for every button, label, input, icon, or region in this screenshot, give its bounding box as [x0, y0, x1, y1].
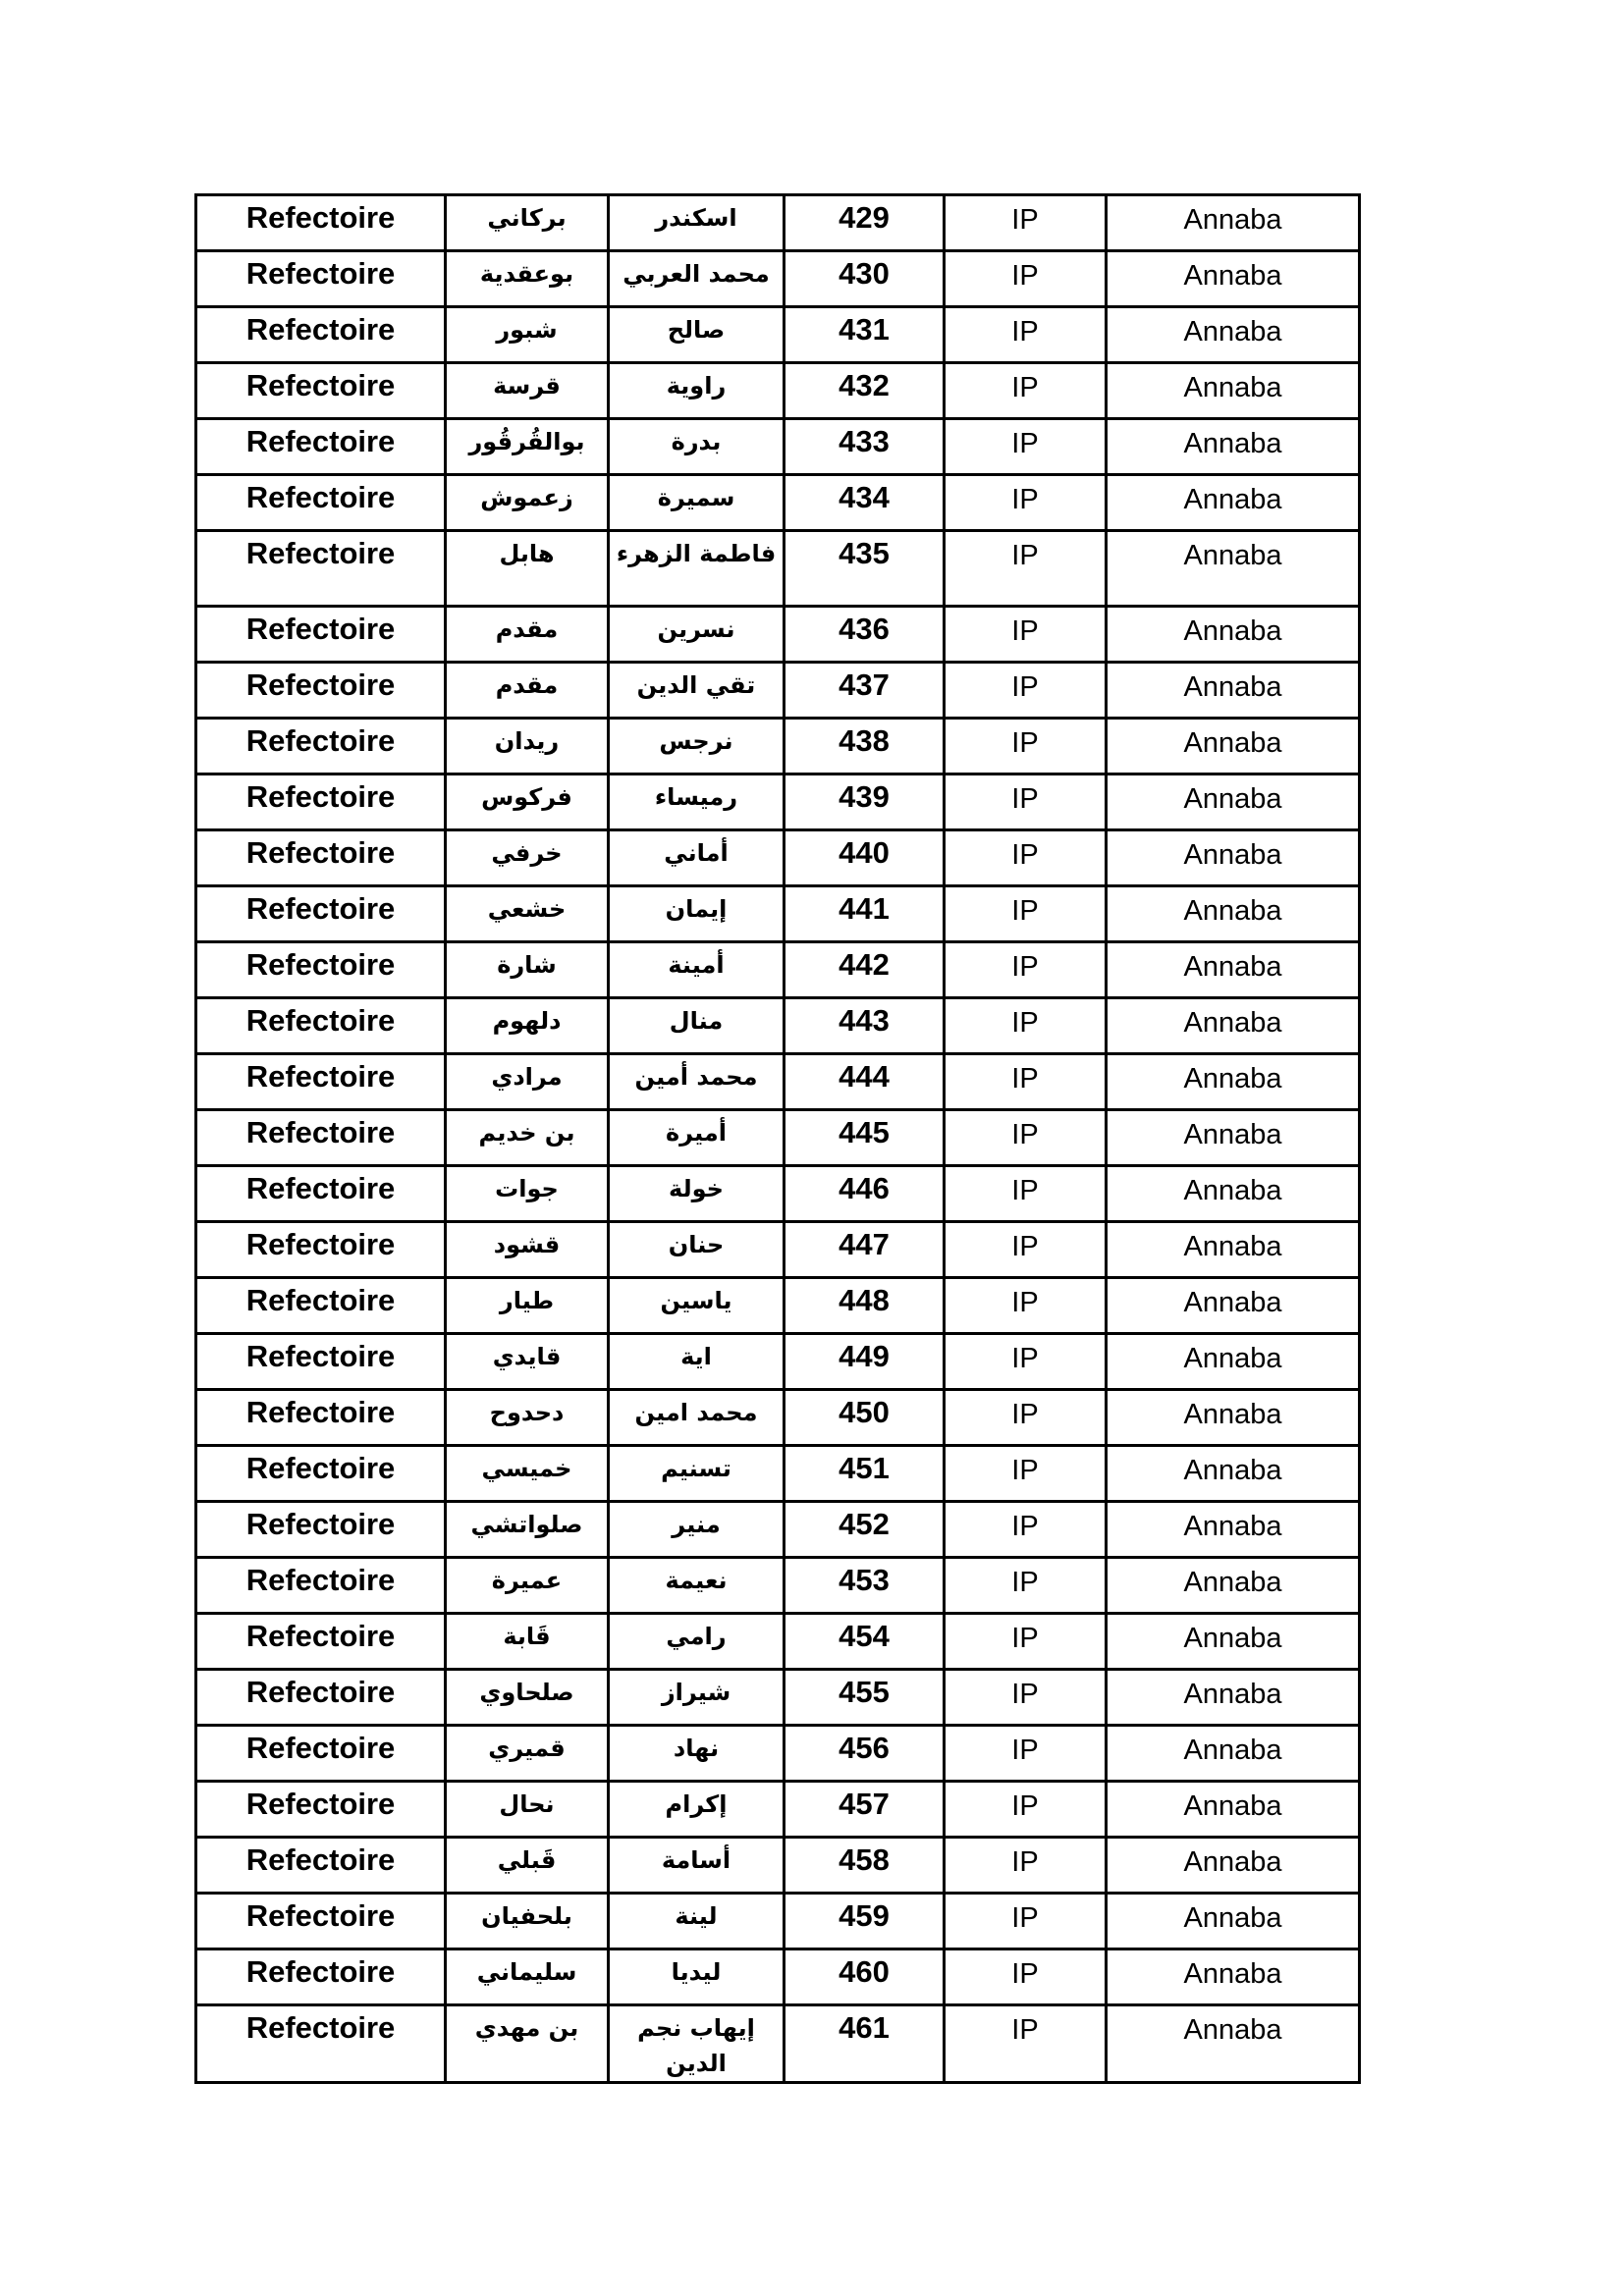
- place-cell: Refectoire: [196, 1390, 446, 1446]
- last-name-cell: قَابة: [446, 1614, 609, 1670]
- type-cell: IP: [945, 1222, 1107, 1278]
- type-cell: IP: [945, 1166, 1107, 1222]
- type-cell: IP: [945, 1054, 1107, 1110]
- type-cell: IP: [945, 830, 1107, 886]
- first-name-cell: رميساء: [609, 774, 785, 830]
- first-name-cell: صالح: [609, 307, 785, 363]
- place-cell: Refectoire: [196, 663, 446, 719]
- first-name-cell: ليديا: [609, 1949, 785, 2005]
- table-row: [196, 1222, 1360, 1278]
- type-cell: IP: [945, 1726, 1107, 1782]
- table-row: [196, 363, 1360, 419]
- city-cell: Annaba: [1107, 1222, 1360, 1278]
- first-name-cell: اسكندر: [609, 195, 785, 251]
- city-cell: Annaba: [1107, 998, 1360, 1054]
- place-cell: Refectoire: [196, 830, 446, 886]
- last-name-cell: بن مهدي: [446, 2005, 609, 2083]
- type-cell: IP: [945, 1110, 1107, 1166]
- number-cell: 451: [785, 1446, 945, 1502]
- city-cell: Annaba: [1107, 1670, 1360, 1726]
- table-row: [196, 2005, 1360, 2083]
- last-name-cell: صلواتشي: [446, 1502, 609, 1558]
- table-row: [196, 1110, 1360, 1166]
- first-name-cell: منال: [609, 998, 785, 1054]
- last-name-cell: دلهوم: [446, 998, 609, 1054]
- place-cell: Refectoire: [196, 1894, 446, 1949]
- first-name-cell: أماني: [609, 830, 785, 886]
- first-name-cell: منير: [609, 1502, 785, 1558]
- place-cell: Refectoire: [196, 1278, 446, 1334]
- table-row: [196, 1726, 1360, 1782]
- number-cell: 435: [785, 531, 945, 607]
- last-name-cell: بوعقدية: [446, 251, 609, 307]
- city-cell: Annaba: [1107, 475, 1360, 531]
- type-cell: IP: [945, 1278, 1107, 1334]
- type-cell: IP: [945, 363, 1107, 419]
- type-cell: IP: [945, 419, 1107, 475]
- number-cell: 430: [785, 251, 945, 307]
- place-cell: Refectoire: [196, 419, 446, 475]
- number-cell: 452: [785, 1502, 945, 1558]
- city-cell: Annaba: [1107, 1558, 1360, 1614]
- last-name-cell: نحال: [446, 1782, 609, 1838]
- type-cell: IP: [945, 1670, 1107, 1726]
- type-cell: IP: [945, 1558, 1107, 1614]
- type-cell: IP: [945, 1782, 1107, 1838]
- type-cell: IP: [945, 1390, 1107, 1446]
- place-cell: Refectoire: [196, 942, 446, 998]
- place-cell: Refectoire: [196, 307, 446, 363]
- type-cell: IP: [945, 1334, 1107, 1390]
- type-cell: IP: [945, 1894, 1107, 1949]
- number-cell: 440: [785, 830, 945, 886]
- table-row: [196, 1054, 1360, 1110]
- last-name-cell: بلحفيان: [446, 1894, 609, 1949]
- number-cell: 453: [785, 1558, 945, 1614]
- first-name-cell: نهاد: [609, 1726, 785, 1782]
- number-cell: 434: [785, 475, 945, 531]
- number-cell: 457: [785, 1782, 945, 1838]
- number-cell: 448: [785, 1278, 945, 1334]
- city-cell: Annaba: [1107, 1278, 1360, 1334]
- place-cell: Refectoire: [196, 531, 446, 607]
- type-cell: IP: [945, 886, 1107, 942]
- last-name-cell: شارة: [446, 942, 609, 998]
- city-cell: Annaba: [1107, 419, 1360, 475]
- table-row: [196, 942, 1360, 998]
- number-cell: 460: [785, 1949, 945, 2005]
- city-cell: Annaba: [1107, 2005, 1360, 2083]
- last-name-cell: فركوس: [446, 774, 609, 830]
- first-name-cell: محمد أمين: [609, 1054, 785, 1110]
- first-name-cell: نرجس: [609, 719, 785, 774]
- place-cell: Refectoire: [196, 251, 446, 307]
- number-cell: 429: [785, 195, 945, 251]
- place-cell: Refectoire: [196, 1110, 446, 1166]
- place-cell: Refectoire: [196, 998, 446, 1054]
- last-name-cell: مرادي: [446, 1054, 609, 1110]
- city-cell: Annaba: [1107, 363, 1360, 419]
- first-name-cell: تسنيم: [609, 1446, 785, 1502]
- table-row: [196, 307, 1360, 363]
- table-row: [196, 719, 1360, 774]
- city-cell: Annaba: [1107, 1110, 1360, 1166]
- first-name-cell: رامي: [609, 1614, 785, 1670]
- place-cell: Refectoire: [196, 1614, 446, 1670]
- first-name-cell: إيمان: [609, 886, 785, 942]
- place-cell: Refectoire: [196, 2005, 446, 2083]
- number-cell: 433: [785, 419, 945, 475]
- place-cell: Refectoire: [196, 1166, 446, 1222]
- table-row: [196, 419, 1360, 475]
- table-row: [196, 531, 1360, 607]
- last-name-cell: ريدان: [446, 719, 609, 774]
- table-row: [196, 663, 1360, 719]
- table-row: [196, 1334, 1360, 1390]
- type-cell: IP: [945, 2005, 1107, 2083]
- table-row: [196, 1502, 1360, 1558]
- number-cell: 443: [785, 998, 945, 1054]
- place-cell: Refectoire: [196, 475, 446, 531]
- last-name-cell: بن خديم: [446, 1110, 609, 1166]
- table-row: [196, 1446, 1360, 1502]
- table-row: [196, 1166, 1360, 1222]
- city-cell: Annaba: [1107, 1054, 1360, 1110]
- city-cell: Annaba: [1107, 1894, 1360, 1949]
- place-cell: Refectoire: [196, 886, 446, 942]
- number-cell: 442: [785, 942, 945, 998]
- city-cell: Annaba: [1107, 830, 1360, 886]
- number-cell: 447: [785, 1222, 945, 1278]
- number-cell: 455: [785, 1670, 945, 1726]
- city-cell: Annaba: [1107, 1726, 1360, 1782]
- table-row: [196, 886, 1360, 942]
- first-name-cell: اية: [609, 1334, 785, 1390]
- place-cell: Refectoire: [196, 1502, 446, 1558]
- type-cell: IP: [945, 1949, 1107, 2005]
- type-cell: IP: [945, 195, 1107, 251]
- number-cell: 450: [785, 1390, 945, 1446]
- type-cell: IP: [945, 719, 1107, 774]
- first-name-cell: بدرة: [609, 419, 785, 475]
- number-cell: 432: [785, 363, 945, 419]
- last-name-cell: هابل: [446, 531, 609, 607]
- place-cell: Refectoire: [196, 1446, 446, 1502]
- table-row: [196, 998, 1360, 1054]
- type-cell: IP: [945, 774, 1107, 830]
- city-cell: Annaba: [1107, 1614, 1360, 1670]
- last-name-cell: قميري: [446, 1726, 609, 1782]
- city-cell: Annaba: [1107, 1446, 1360, 1502]
- last-name-cell: مقدم: [446, 607, 609, 663]
- last-name-cell: بركاني: [446, 195, 609, 251]
- first-name-cell: راوية: [609, 363, 785, 419]
- city-cell: Annaba: [1107, 1166, 1360, 1222]
- table-row: [196, 1390, 1360, 1446]
- city-cell: Annaba: [1107, 307, 1360, 363]
- last-name-cell: طيار: [446, 1278, 609, 1334]
- number-cell: 458: [785, 1838, 945, 1894]
- place-cell: Refectoire: [196, 1949, 446, 2005]
- first-name-cell: حنان: [609, 1222, 785, 1278]
- table-row: [196, 251, 1360, 307]
- city-cell: Annaba: [1107, 663, 1360, 719]
- city-cell: Annaba: [1107, 1334, 1360, 1390]
- city-cell: Annaba: [1107, 1949, 1360, 2005]
- number-cell: 437: [785, 663, 945, 719]
- place-cell: Refectoire: [196, 1222, 446, 1278]
- place-cell: Refectoire: [196, 1054, 446, 1110]
- last-name-cell: قايدي: [446, 1334, 609, 1390]
- number-cell: 441: [785, 886, 945, 942]
- type-cell: IP: [945, 1446, 1107, 1502]
- last-name-cell: خشعي: [446, 886, 609, 942]
- type-cell: IP: [945, 251, 1107, 307]
- city-cell: Annaba: [1107, 1502, 1360, 1558]
- last-name-cell: مقدم: [446, 663, 609, 719]
- last-name-cell: جوات: [446, 1166, 609, 1222]
- place-cell: Refectoire: [196, 719, 446, 774]
- first-name-cell: محمد امين: [609, 1390, 785, 1446]
- number-cell: 456: [785, 1726, 945, 1782]
- roster-table: [194, 193, 1361, 2084]
- last-name-cell: بوالقُرقُور: [446, 419, 609, 475]
- table-row: [196, 195, 1360, 251]
- first-name-cell: أميرة: [609, 1110, 785, 1166]
- last-name-cell: خميسي: [446, 1446, 609, 1502]
- first-name-cell: لينة: [609, 1894, 785, 1949]
- city-cell: Annaba: [1107, 886, 1360, 942]
- type-cell: IP: [945, 998, 1107, 1054]
- place-cell: Refectoire: [196, 1838, 446, 1894]
- city-cell: Annaba: [1107, 1838, 1360, 1894]
- table-row: [196, 1894, 1360, 1949]
- type-cell: IP: [945, 531, 1107, 607]
- first-name-cell: تقي الدين: [609, 663, 785, 719]
- number-cell: 459: [785, 1894, 945, 1949]
- number-cell: 439: [785, 774, 945, 830]
- type-cell: IP: [945, 663, 1107, 719]
- first-name-cell: ياسين: [609, 1278, 785, 1334]
- number-cell: 444: [785, 1054, 945, 1110]
- last-name-cell: زعموش: [446, 475, 609, 531]
- table-row: [196, 1278, 1360, 1334]
- table-row: [196, 1838, 1360, 1894]
- table-row: [196, 475, 1360, 531]
- city-cell: Annaba: [1107, 1782, 1360, 1838]
- first-name-cell: أمينة: [609, 942, 785, 998]
- city-cell: Annaba: [1107, 531, 1360, 607]
- city-cell: Annaba: [1107, 607, 1360, 663]
- first-name-cell: أسامة: [609, 1838, 785, 1894]
- number-cell: 461: [785, 2005, 945, 2083]
- last-name-cell: دحدوح: [446, 1390, 609, 1446]
- first-name-cell: شيراز: [609, 1670, 785, 1726]
- table-row: [196, 774, 1360, 830]
- type-cell: IP: [945, 1502, 1107, 1558]
- table-row: [196, 1949, 1360, 2005]
- last-name-cell: قَبلي: [446, 1838, 609, 1894]
- place-cell: Refectoire: [196, 774, 446, 830]
- table-row: [196, 830, 1360, 886]
- first-name-cell: إيهاب نجم الدين: [609, 2005, 785, 2083]
- place-cell: Refectoire: [196, 363, 446, 419]
- first-name-cell: إكرام: [609, 1782, 785, 1838]
- number-cell: 449: [785, 1334, 945, 1390]
- last-name-cell: شبور: [446, 307, 609, 363]
- table-row: [196, 1558, 1360, 1614]
- city-cell: Annaba: [1107, 774, 1360, 830]
- type-cell: IP: [945, 475, 1107, 531]
- roster-table-body: [196, 195, 1360, 2083]
- last-name-cell: صلحاوي: [446, 1670, 609, 1726]
- city-cell: Annaba: [1107, 942, 1360, 998]
- last-name-cell: سليماني: [446, 1949, 609, 2005]
- place-cell: Refectoire: [196, 607, 446, 663]
- city-cell: Annaba: [1107, 719, 1360, 774]
- number-cell: 446: [785, 1166, 945, 1222]
- number-cell: 445: [785, 1110, 945, 1166]
- last-name-cell: قرسة: [446, 363, 609, 419]
- last-name-cell: عميرة: [446, 1558, 609, 1614]
- type-cell: IP: [945, 307, 1107, 363]
- last-name-cell: قشود: [446, 1222, 609, 1278]
- number-cell: 436: [785, 607, 945, 663]
- first-name-cell: فاطمة الزهرء: [609, 531, 785, 607]
- first-name-cell: محمد العربي: [609, 251, 785, 307]
- first-name-cell: سميرة: [609, 475, 785, 531]
- place-cell: Refectoire: [196, 1782, 446, 1838]
- place-cell: Refectoire: [196, 1334, 446, 1390]
- first-name-cell: نسرين: [609, 607, 785, 663]
- number-cell: 438: [785, 719, 945, 774]
- table-row: [196, 1670, 1360, 1726]
- table-row: [196, 1614, 1360, 1670]
- place-cell: Refectoire: [196, 1726, 446, 1782]
- number-cell: 431: [785, 307, 945, 363]
- table-row: [196, 607, 1360, 663]
- city-cell: Annaba: [1107, 251, 1360, 307]
- place-cell: Refectoire: [196, 1558, 446, 1614]
- number-cell: 454: [785, 1614, 945, 1670]
- place-cell: Refectoire: [196, 195, 446, 251]
- first-name-cell: خولة: [609, 1166, 785, 1222]
- place-cell: Refectoire: [196, 1670, 446, 1726]
- city-cell: Annaba: [1107, 195, 1360, 251]
- city-cell: Annaba: [1107, 1390, 1360, 1446]
- type-cell: IP: [945, 1614, 1107, 1670]
- table-row: [196, 1782, 1360, 1838]
- first-name-cell: نعيمة: [609, 1558, 785, 1614]
- type-cell: IP: [945, 607, 1107, 663]
- last-name-cell: خرفي: [446, 830, 609, 886]
- type-cell: IP: [945, 942, 1107, 998]
- type-cell: IP: [945, 1838, 1107, 1894]
